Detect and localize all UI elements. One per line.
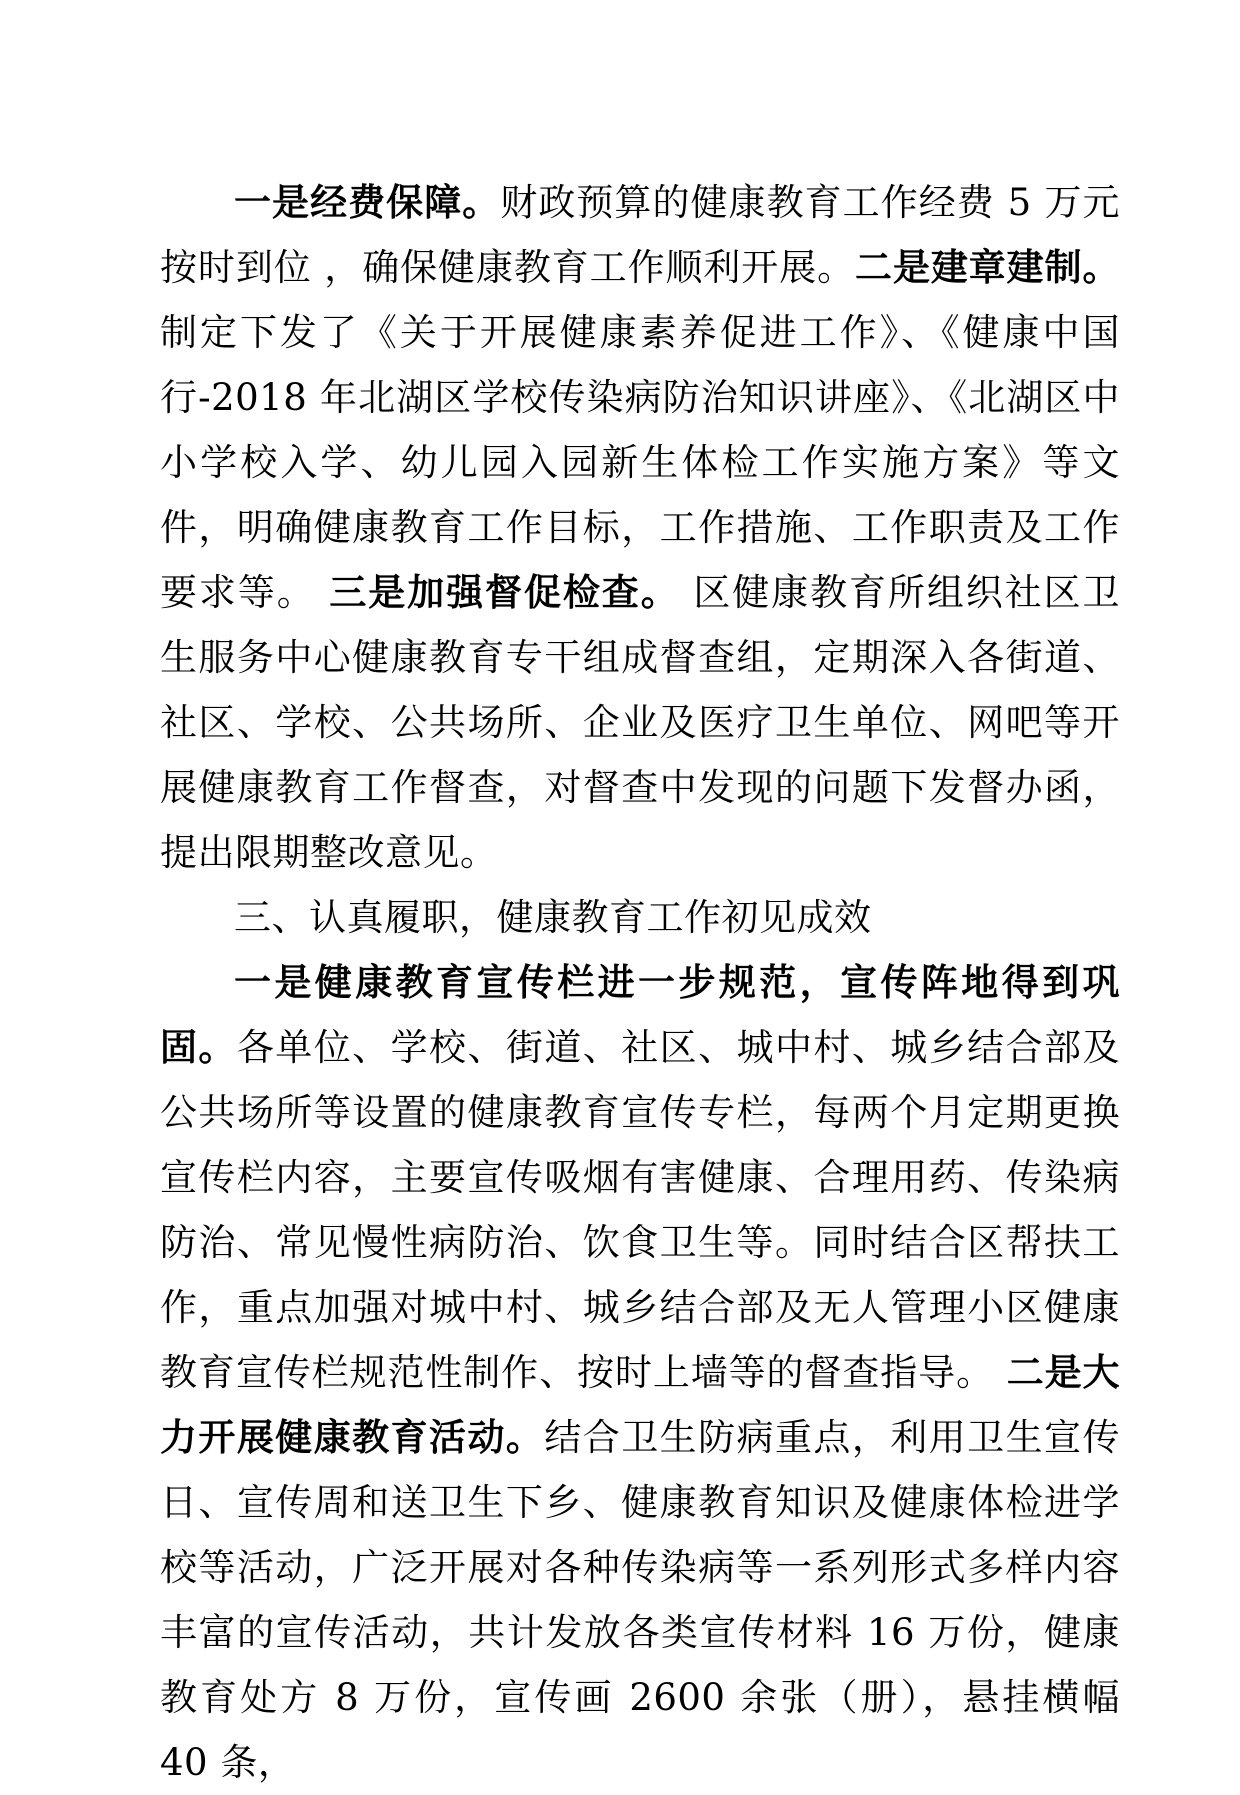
- text-activities: 结合卫生防病重点，利用卫生宣传日、宣传周和送卫生下乡、健康教育知识及健康体检进学校等活动，广泛开展对各种传染病等一系列形式多样内容丰富的宣传活动，共计发放各类宣传材料 16 万份，健康教育处方 8 万份，宣传画 2600 余张（册），悬挂横幅 40 条，: [160, 1416, 1120, 1784]
- heading-funding: 一是经费保障。: [234, 180, 501, 224]
- text-funding: 财政预算的健康教育工作经费 5 万元按时到位 ，确保健康教育工作顺利开展。: [160, 181, 1121, 289]
- heading-bulletin: 一是健康教育宣传栏进一步规范，宣传阵地得到巩固。: [160, 960, 1120, 1069]
- document-body: [160, 170, 1120, 1795]
- heading-inspection: 三是加强督促检查。: [329, 570, 680, 614]
- text-bulletin: 各单位、学校、街道、社区、城中村、城乡结合部及公共场所等设置的健康教育宣传专栏，每两个月定期更换宣传栏内容，主要宣传吸烟有害健康、合理用药、传染病防治、常见慢性病防治、饮食卫生等。同时结合区帮扶工作，重点加强对城中村、城乡结合部及无人管理小区健康教育宣传栏规范性制作、按时上墙等的督查指导。: [160, 1026, 1120, 1394]
- text-inspection: 区健康教育所组织社区卫生服务中心健康教育专干组成督查组，定期深入各街道、社区、学校、公共场所、企业及医疗卫生单位、网吧等开展健康教育工作督查，对督查中发现的问题下发督办函，提出限期整改意见。: [160, 571, 1121, 874]
- text-rules: 制定下发了《关于开展健康素养促进工作》、《健康中国行-2018 年北湖区学校传染病防治知识讲座》、《北湖区中小学校入学、幼儿园入园新生体检工作实施方案》等文件，明确健康教育工作目标，工作措施、工作职责及工作要求等。: [160, 311, 1120, 614]
- section-heading-text: 三、认真履职，健康教育工作初见成效: [234, 896, 872, 939]
- heading-rules: 二是建章建制。: [855, 245, 1121, 289]
- paragraph-funding-rules-inspection: [160, 170, 1120, 885]
- heading-activities: 二是大力开展健康教育活动。: [160, 1350, 1121, 1459]
- paragraph-bulletin-activities: [160, 950, 1120, 1795]
- section-heading-three: [160, 885, 1120, 950]
